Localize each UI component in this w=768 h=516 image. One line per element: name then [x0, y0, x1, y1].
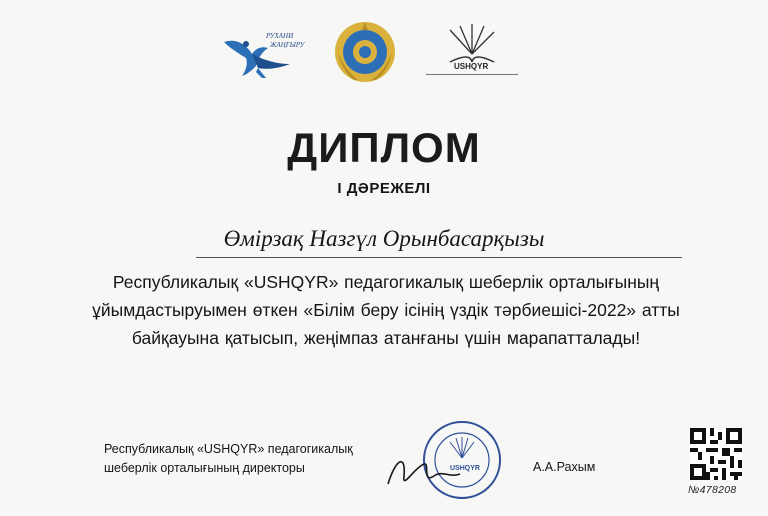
logo-text-line2: ЖАҢҒЫРУ — [270, 41, 305, 49]
state-emblem — [332, 20, 398, 84]
ushqyr-logo-text: USHQYR — [454, 62, 489, 71]
ushqyr-underline — [426, 74, 518, 75]
certificate-degree: І ДӘРЕЖЕЛІ — [337, 180, 431, 197]
ushqyr-logo — [420, 22, 524, 78]
recipient-name: Өмірзақ Назгүл Орынбасарқызы — [223, 226, 545, 251]
signature-and-stamp — [384, 418, 524, 502]
serial-number: №478208 — [688, 484, 737, 496]
director-name: А.А.Рахым — [533, 460, 596, 474]
director-title-line1: Республикалық «USHQYR» педагогикалық — [104, 442, 353, 456]
award-text-line: ұйымдастыруымен өткен «Білім беру ісінің үздік тәрбиешісі-2022» атты — [92, 300, 680, 320]
logo-text-line1: РУХАНИ — [266, 32, 294, 40]
certificate-title: ДИПЛОМ — [287, 124, 481, 171]
emblem-icon — [332, 20, 398, 84]
director-title-line2: шеберлік орталығының директоры — [104, 461, 305, 475]
name-underline — [196, 257, 682, 258]
rukhani-zhangyru-logo — [218, 24, 310, 80]
qr-code-icon — [690, 428, 742, 480]
award-text-line: Республикалық «USHQYR» педагогикалық шеберлік орталығының — [112, 272, 660, 292]
award-text-line: байқауына қатысып, жеңімпаз атанғаны үшін марапатталады! — [131, 328, 641, 348]
stamp-icon — [384, 418, 524, 502]
director-title — [104, 440, 353, 478]
stamp-text: USHQYR — [450, 465, 480, 472]
qr-code — [690, 428, 742, 480]
book-rays-icon — [420, 22, 524, 66]
award-text — [66, 268, 706, 352]
eagle-icon — [218, 24, 310, 80]
